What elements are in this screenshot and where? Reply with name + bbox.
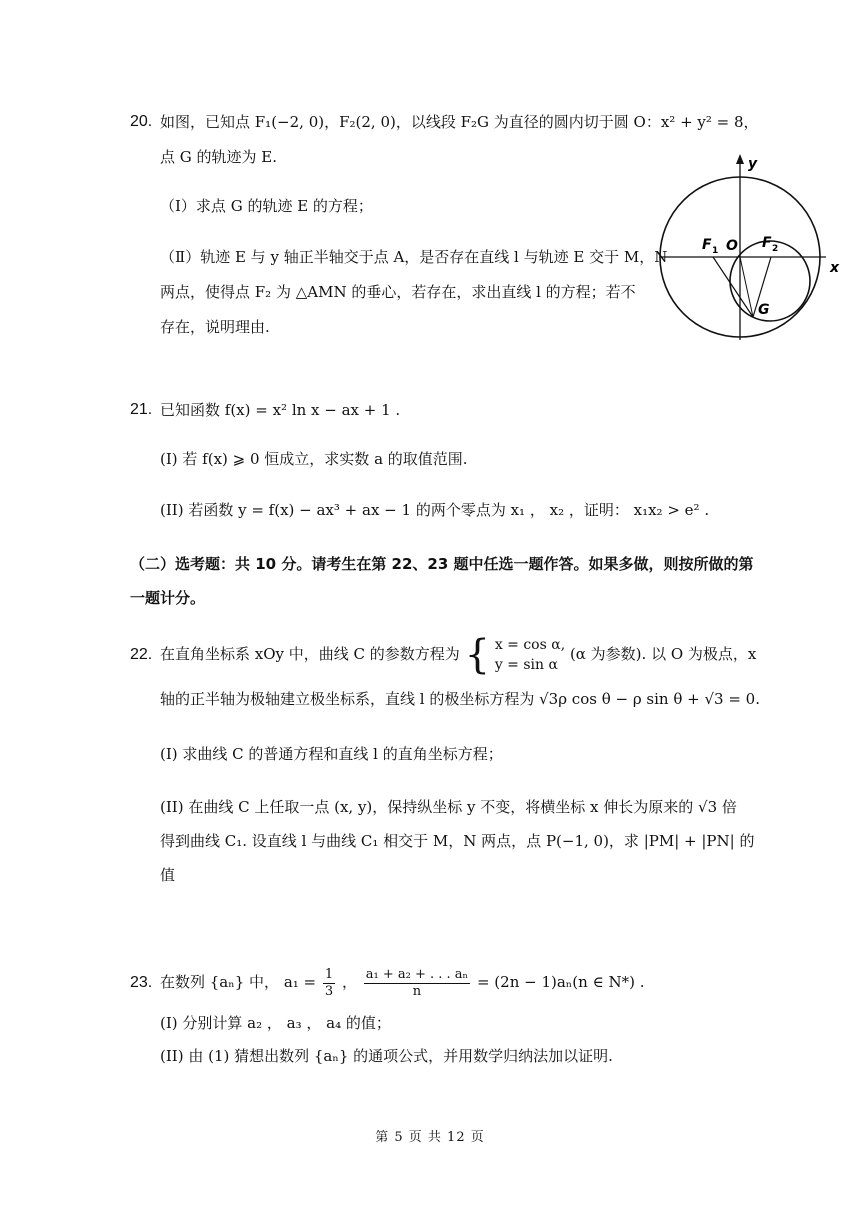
fraction-one-third (323, 967, 335, 1000)
parametric-system (495, 635, 565, 675)
q21-number: 21. (130, 401, 153, 418)
q20-stem-line1: 如图，已知点 F₁(−2, 0)，F₂(2, 0)，以线段 F₂G 为直径的圆内切于圆 O：x² + y² = 8， (160, 113, 759, 131)
q20-part2-line2: 两点，使得点 F₂ 为 △AMN 的垂心，若存在，求出直线 l 的方程；若不 (160, 283, 636, 301)
q20-part2-line3: 存在，说明理由. (160, 318, 270, 336)
q20-stem-line2: 点 G 的轨迹为 E. (160, 148, 278, 166)
label-g: G (758, 302, 770, 318)
q22-stem-post: (α 为参数). 以 O 为极点，x (569, 645, 757, 663)
q22-stem-line1 (160, 632, 757, 678)
q22-number: 22. (130, 646, 153, 663)
label-o: O (726, 238, 738, 254)
q23-part1: (I) 分别计算 a₂ ， a₃ ， a₄ 的值； (160, 1014, 391, 1032)
q20-part1: （Ⅰ）求点 G 的轨迹 E 的方程； (160, 197, 373, 215)
label-f2: F (762, 235, 772, 251)
system-row-2: y = sin α (494, 657, 558, 673)
system-row-1: x = cos α, (494, 637, 566, 653)
label-f1-sub: 1 (712, 246, 719, 256)
q20-part2-line1: （Ⅱ）轨迹 E 与 y 轴正半轴交于点 A，是否存在直线 l 与轨迹 E 交于 M，N (160, 248, 668, 266)
fraction-sum-over-n (364, 967, 470, 1000)
q22-part2-line1: (II) 在曲线 C 上任取一点 (x, y)，保持纵坐标 y 不变，将横坐标 x 伸长为原来的 √3 倍 (160, 798, 737, 816)
q21-stem: 已知函数 f(x) = x² ln x − ax + 1 . (160, 401, 401, 419)
section2-line1: （二）选考题：共 10 分。请考生在第 22、23 题中任选一题作答。如果多做，则按所做的第 (130, 555, 754, 573)
ellipse-circle-figure (658, 150, 848, 345)
label-f1: F (702, 237, 712, 253)
q23-stem-c: = (2n − 1)aₙ(n ∈ N*) . (476, 973, 645, 991)
q22-part2-line3: 值 (160, 866, 176, 884)
q23-stem-b: ， (341, 973, 357, 991)
y-axis-arrow (736, 154, 744, 164)
q22-part1: (I) 求曲线 C 的普通方程和直线 l 的直角坐标方程； (160, 745, 503, 763)
q23-part2: (II) 由 (1) 猜想出数列 {aₙ} 的通项公式，并用数学归纳法加以证明. (160, 1047, 613, 1065)
section2-line2: 一题计分。 (130, 589, 206, 607)
q22-stem-line2: 轴的正半轴为极轴建立极坐标系，直线 l 的极坐标方程为 √3ρ cos θ − ρ sin θ + √3 = 0. (160, 690, 760, 708)
q20-number: 20. (130, 113, 153, 130)
label-f2-sub: 2 (772, 244, 779, 254)
fraction-denominator: n (412, 983, 422, 999)
q23-stem (160, 958, 644, 1006)
q21-part1: (I) 若 f(x) ⩾ 0 恒成立，求实数 a 的取值范围. (160, 450, 468, 468)
fraction-denominator: 3 (324, 983, 334, 999)
y-axis-label: y (748, 156, 758, 172)
x-axis-label: x (830, 260, 840, 276)
fraction-numerator: 1 (324, 966, 334, 982)
q23-stem-a: 在数列 {aₙ} 中， a₁ = (160, 973, 317, 991)
page-footer: 第 5 页 共 12 页 (375, 1130, 485, 1145)
q22-part2-line2: 得到曲线 C₁. 设直线 l 与曲线 C₁ 相交于 M，N 两点，点 P(−1, 0)，求 |PM| + |PN| 的 (160, 832, 755, 850)
circle-f2g (730, 241, 810, 321)
fraction-numerator: a₁ + a₂ + . . . aₙ (365, 966, 469, 982)
q22-stem-pre: 在直角坐标系 xOy 中，曲线 C 的参数方程为 (160, 645, 460, 663)
left-brace: { (464, 632, 491, 678)
q23-number: 23. (130, 974, 153, 991)
q21-part2: (II) 若函数 y = f(x) − ax³ + ax − 1 的两个零点为 x₁ ， x₂ ，证明： x₁x₂ > e² . (160, 501, 710, 519)
